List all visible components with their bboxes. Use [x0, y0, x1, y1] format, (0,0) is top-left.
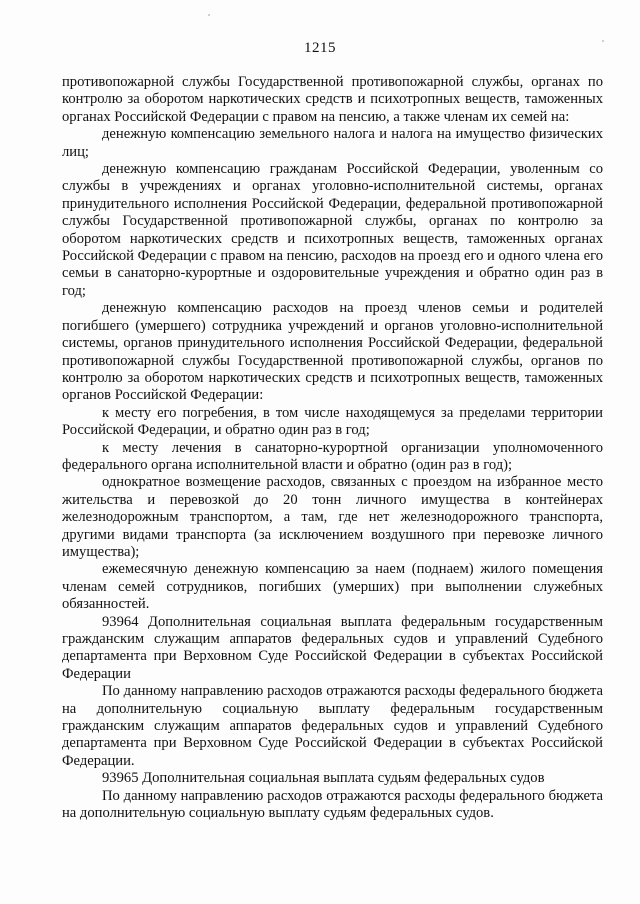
paragraph-93964-description: По данному направлению расходов отражаются расходы федерального бюджета на дополнительную социальную выплату федеральным государственным гражданским служащим аппаратов федеральных судов и управлений Судебного департамента при Верховном Суде Российской Федерации в субъектах Российской Федерации.: [62, 683, 603, 769]
section-heading-93965: 93965 Дополнительная социальная выплата судьям федеральных судов: [102, 770, 545, 787]
paragraph-continuation: противопожарной службы Государственной противопожарной службы, органах по контролю за оборотом наркотических средств и психотропных веществ, таможенных органах Российской Федерации с правом на пенсию, а также членам их семей на:: [62, 74, 603, 125]
paragraph-treatment-place-travel: к месту лечения в санаторно-курортной организации уполномоченного федерального органа исполнительной власти и обратно (один раз в год);: [62, 439, 603, 473]
paragraph-relocation-reimbursement: однократное возмещение расходов, связанных с проездом на избранное место жительства и перевозкой до 20 тонн личного имущества в контейнерах железнодорожным транспортом, а там, где нет железнодорожного транспорта, другими видами транспорта (за исключением воздушного при перевозке личного имущества);: [62, 474, 603, 560]
paragraph-family-travel-compensation: денежную компенсацию расходов на проезд членов семьи и родителей погибшего (умершего) сотрудника учреждений и органов уголовно-исполнительной системы, органов принудительного исполнения Российской Федерации, федеральной противопожарной службы Государственной противопожарной службы, органов по контролю за оборотом наркотических средств и психотропных веществ, таможенных органов Российской Федерации:: [62, 300, 603, 404]
paragraph-housing-compensation: ежемесячную денежную компенсацию за наем (поднаем) жилого помещения членам семей сотрудников, погибших (умерших) при выполнении служебных обязанностей.: [62, 561, 603, 613]
document-body: [62, 74, 603, 822]
paragraph-93965-description: По данному направлению расходов отражаются расходы федерального бюджета на дополнительную социальную выплату судьям федеральных судов.: [62, 787, 603, 822]
page-number: 1215: [304, 40, 336, 56]
scan-speck: [602, 40, 604, 42]
paragraph-travel-compensation-retirees: денежную компенсацию гражданам Российской Федерации, уволенным со службы в учреждениях и органах уголовно-исполнительной системы, органах принудительного исполнения Российской Федерации, федеральной противопожарной службы Государственной противопожарной службы, органах по контролю за оборотом наркотических средств и психотропных веществ, таможенных органах Российской Федерации с правом на пенсию, расходов на проезд его и одного члена его семьи в санаторно-курортные и оздоровительные учреждения и обратно один раз в год;: [62, 161, 603, 299]
section-heading-93964: 93964 Дополнительная социальная выплата федеральным государственным гражданским служащим аппаратов федеральных судов и управлений Судебного департамента при Верховном Суде Российской Федерации в субъектах Российской Федерации: [62, 613, 603, 682]
paragraph-burial-place-travel: к месту его погребения, в том числе находящемуся за пределами территории Российской Федерации, и обратно один раз в год;: [62, 404, 603, 439]
paragraph-land-tax-compensation: денежную компенсацию земельного налога и налога на имущество физических лиц;: [62, 126, 603, 160]
scan-speck: [208, 14, 210, 16]
